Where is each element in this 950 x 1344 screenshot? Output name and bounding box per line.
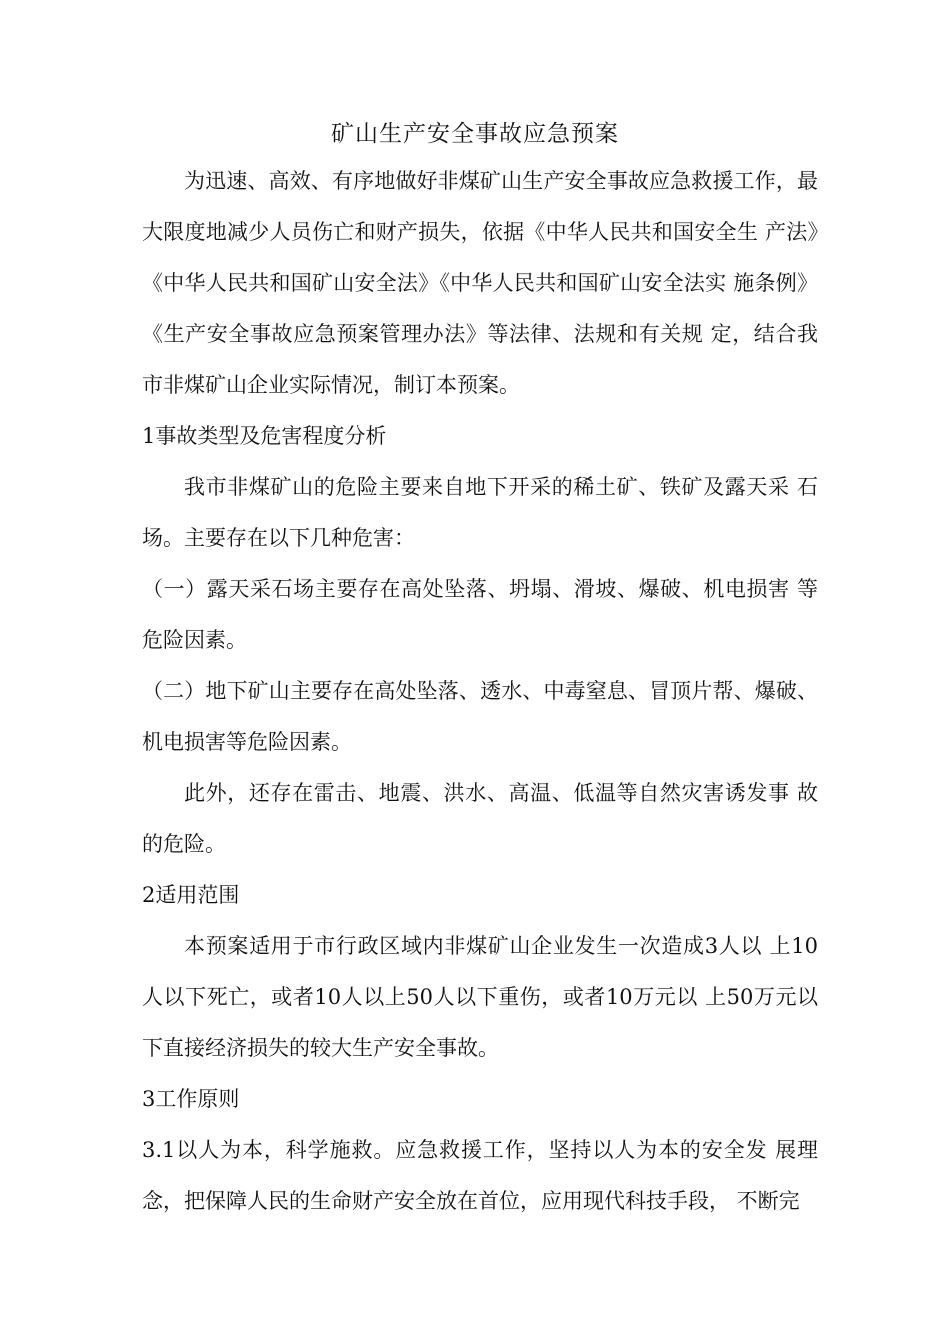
section-heading-3: 3工作原则 (142, 1087, 240, 1111)
section-heading-1: 1事故类型及危害程度分析 (142, 424, 387, 448)
section-heading-2: 2适用范围 (142, 883, 240, 907)
hazard-paragraph: 我市非煤矿山的危险主要来自地下开采的稀土矿、铁矿及露天采 石场。主要存在以下几种危害： (142, 475, 818, 550)
document-title: 矿山生产安全事故应急预案 (331, 121, 619, 147)
hazard-item-1: （一）露天采石场主要存在高处坠落、坍塌、滑坡、爆破、机电损害 等危险因素。 (142, 577, 818, 652)
natural-hazard-paragraph: 此外，还存在雷击、地震、洪水、高温、低温等自然灾害诱发事 故的危险。 (142, 781, 818, 856)
hazard-item-2: （二）地下矿山主要存在高处坠落、透水、中毒窒息、冒顶片帮、爆破、机电损害等危险因素。 (142, 679, 818, 754)
document-body (142, 156, 818, 1227)
principle-paragraph: 3.1以人为本，科学施救。应急救援工作，坚持以人为本的安全发 展理念，把保障人民的生命财产安全放在首位，应用现代科技手段， 不断完 (142, 1138, 818, 1213)
intro-paragraph: 为迅速、高效、有序地做好非煤矿山生产安全事故应急救援工作，最大限度地减少人员伤亡和财产损失，依据《中华人民共和国安全生 产法》《中华人民共和国矿山安全法》《中华人民共和国矿山安全法实 施条例》《生产安全事故应急预案管理办法》等法律、法规和有关规 定，结合我市非煤矿山企业实际情况，制订本预案。 (142, 169, 818, 397)
scope-paragraph: 本预案适用于市行政区域内非煤矿山企业发生一次造成3人以 上10人以下死亡，或者10人以上50人以下重伤，或者10万元以 上50万元以下直接经济损失的较大生产安全事故。 (142, 934, 818, 1060)
